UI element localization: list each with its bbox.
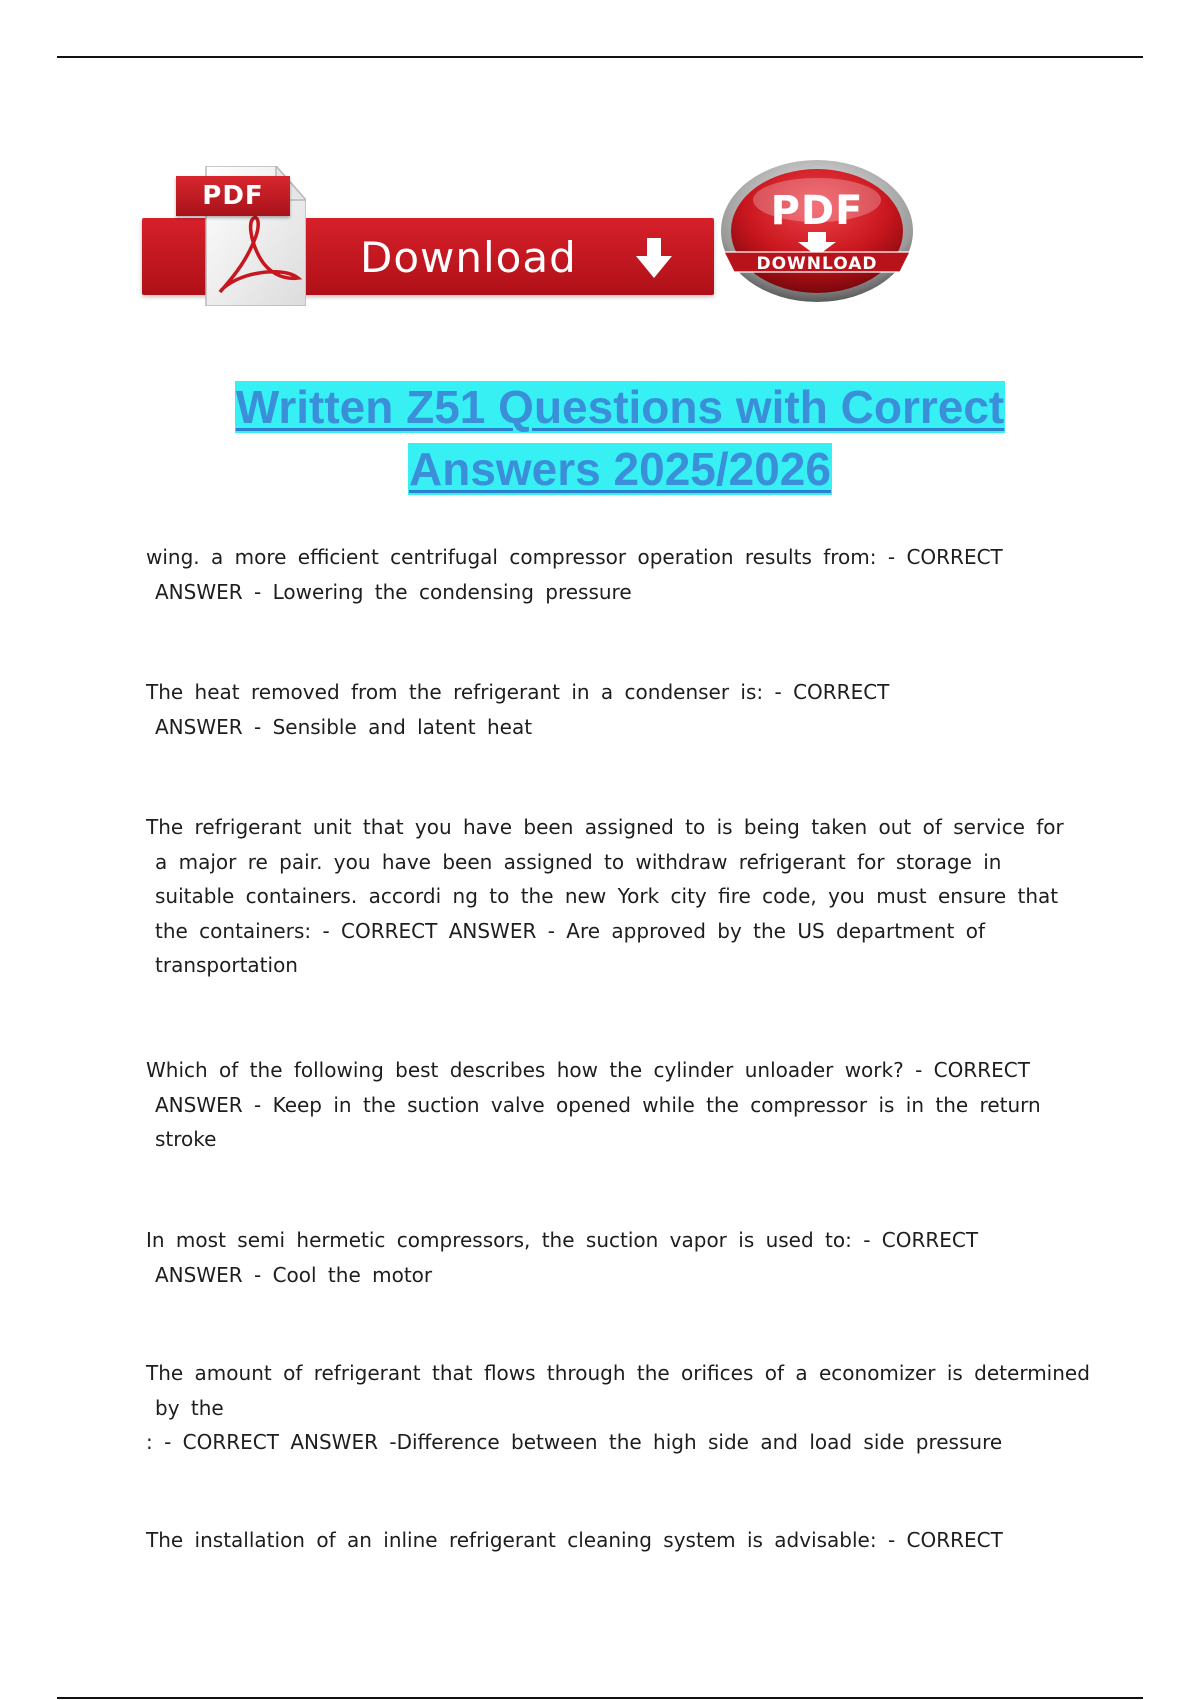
qa-item-6 — [146, 1356, 1126, 1460]
qa-line: by the — [155, 1395, 224, 1420]
qa-line: : - CORRECT ANSWER -Difference between the high side and load side pressure — [146, 1430, 1003, 1454]
pdf-tab-label: PDF — [176, 176, 290, 216]
badge-download-label: DOWNLOAD — [756, 254, 878, 274]
title-line-2: Answers 2025/2026 — [409, 443, 831, 495]
qa-line: The installation of an inline refrigerant cleaning system is advisable: - CORRECT — [146, 1528, 1003, 1552]
pdf-document-icon — [176, 166, 306, 306]
qa-item-5 — [146, 1223, 1126, 1292]
qa-line: the containers: - CORRECT ANSWER - Are approved by the US department of — [155, 918, 985, 943]
badge-pdf-label: PDF — [770, 188, 864, 234]
download-arrow-icon — [632, 236, 676, 280]
qa-line: The refrigerant unit that you have been assigned to is being taken out of service for — [146, 815, 1064, 839]
qa-line: ANSWER - Cool the motor — [155, 1262, 433, 1287]
qa-item-2 — [146, 675, 1126, 744]
qa-line: ANSWER - Keep in the suction valve opened while the compressor is in the return — [155, 1092, 1041, 1117]
download-label: Download — [360, 233, 577, 282]
qa-line: ANSWER - Sensible and latent heat — [155, 714, 533, 739]
bottom-rule — [57, 1697, 1143, 1699]
qa-line: transportation — [155, 953, 298, 977]
qa-line: The amount of refrigerant that flows through the orifices of a economizer is determined — [146, 1361, 1090, 1385]
qa-line: a major re pair. you have been assigned to withdraw refrigerant for storage in — [155, 849, 1002, 874]
qa-line: In most semi hermetic compressors, the suction vapor is used to: - CORRECT — [146, 1228, 979, 1252]
pdf-download-badge-icon[interactable] — [718, 158, 916, 304]
qa-line: ANSWER - Lowering the condensing pressure — [155, 579, 632, 604]
pdf-download-banner[interactable] — [140, 158, 920, 308]
qa-item-7 — [146, 1523, 1126, 1558]
qa-item-1 — [146, 540, 1126, 609]
qa-line: wing. a more efficient centrifugal compressor operation results from: - CORRECT — [146, 545, 1003, 569]
qa-line: suitable containers. accordi ng to the new York city fire code, you must ensure that — [155, 884, 1059, 908]
title-line-1: Written Z51 Questions with Correct — [235, 381, 1005, 433]
top-rule — [57, 56, 1143, 58]
qa-item-4 — [146, 1053, 1126, 1157]
qa-line: Which of the following best describes how the cylinder unloader work? - CORRECT — [146, 1058, 1030, 1082]
qa-item-3 — [146, 810, 1126, 983]
document-title — [140, 376, 1100, 500]
qa-line: The heat removed from the refrigerant in a condenser is: - CORRECT — [146, 680, 890, 704]
qa-line: stroke — [155, 1127, 217, 1151]
